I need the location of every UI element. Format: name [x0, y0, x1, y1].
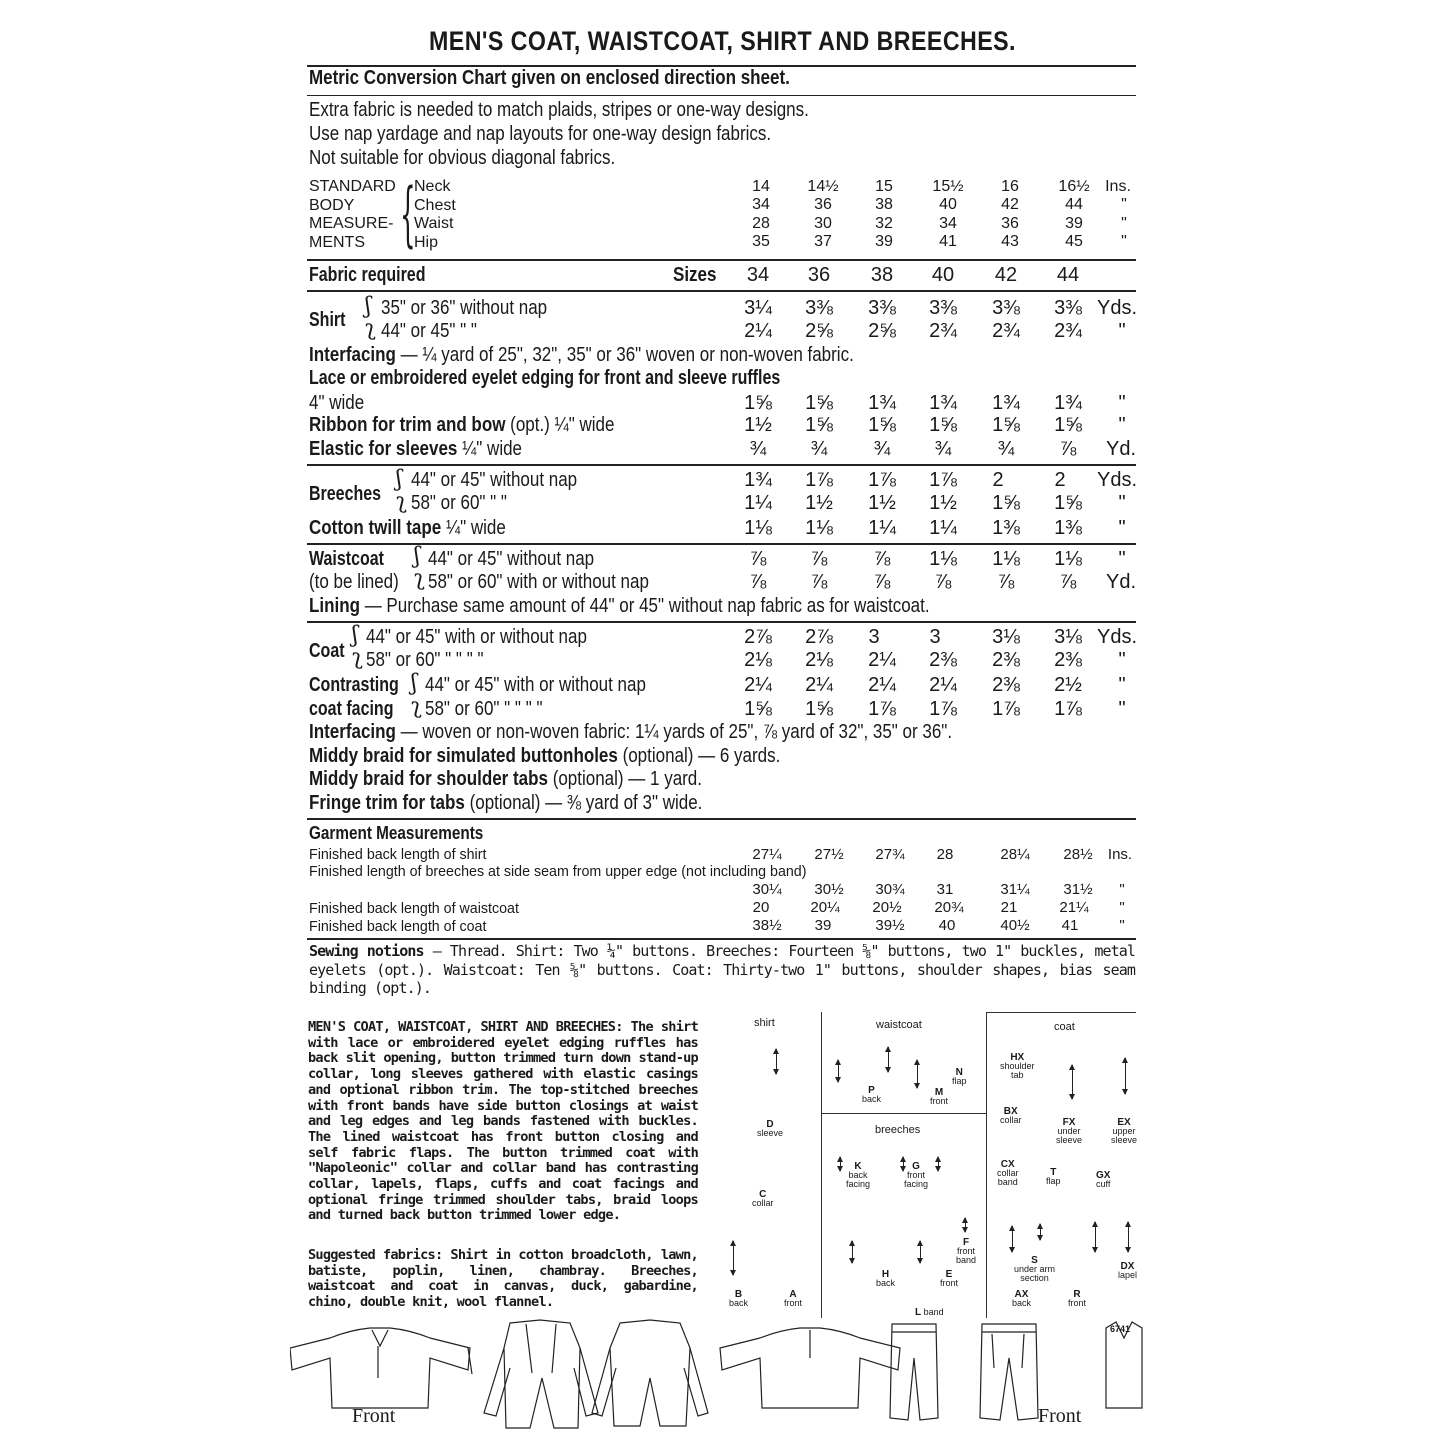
note-line: Use nap yardage and nap layouts for one-way design fabrics.	[309, 123, 772, 145]
piece-label: H back	[876, 1269, 896, 1288]
waistcoat-length-label: Finished back length of waistcoat	[309, 900, 519, 917]
shirt-interfacing: Interfacing — ¼ yard of 25", 32", 35" or 36" woven or non-woven fabric.	[309, 344, 854, 366]
body-measurements-label: STANDARD BODY MEASURE- MENTS	[309, 178, 396, 251]
front-label: Front	[352, 1405, 396, 1427]
coat-length-label: Finished back length of coat	[309, 918, 487, 935]
lining-note: Lining — Purchase same amount of 44" or 45" without nap fabric as for waistcoat.	[309, 595, 930, 617]
grainline-arrow	[965, 1218, 966, 1232]
pattern-description: MEN'S COAT, WAISTCOAT, SHIRT AND BREECHES: The shirt with lace or embroidered eyelet edging ruffles has back slit opening, button trimmed turn down stand-up collar, long sleeves gathered with elastic casings and optional ribbon trim. The top-stitched breeches with front bands have side button closings at waist and leg edges and leg bands fastened with buckles. The lined waistcoat has front button closing and self fabric flaps. The button trimmed coat with "Napoleonic" collar and collar band has contrasting collar, lapels, flaps, cuffs and coat facings and optional fringe trimmed shoulder tabs, braid loops and turned back button trimmed lower edge.	[308, 1019, 699, 1224]
grainline-arrow	[938, 1157, 939, 1171]
neck-row: 14 14½ 15 15½ 16 16½ Ins.	[752, 178, 1131, 195]
grainline-arrow	[920, 1241, 921, 1263]
piece-label: S under arm section	[1014, 1255, 1056, 1283]
piece-label: HX shoulder tab	[1000, 1052, 1035, 1080]
piece-label: T flap	[1046, 1167, 1061, 1186]
table-row: 1¾ 1⅞ 1⅞ 1⅞ 2 2 Yds.	[744, 469, 1138, 491]
table-row: 2¼ 2¼ 2¼ 2¼ 2⅜ 2½ "	[744, 674, 1126, 696]
breeches-fabric-desc: 58" or 60" " "	[411, 492, 507, 514]
waistcoat-fabric-desc: 44" or 45" without nap	[428, 548, 595, 570]
coat-fabric-desc: 44" or 45" with or without nap	[366, 626, 587, 648]
divider	[307, 95, 1136, 96]
piece-label: B back	[729, 1289, 749, 1308]
piece-label: D sleeve	[757, 1119, 784, 1138]
grainline-arrow	[1012, 1226, 1013, 1252]
coat-label: Coat	[309, 640, 345, 662]
contrasting-label: Contrasting	[309, 674, 399, 696]
shirt-fabric-desc: 44" or 45" " "	[381, 320, 477, 342]
table-row: 30¼ 30½ 30¾ 31 31¼ 31½ "	[752, 881, 1125, 898]
fringe-trim: Fringe trim for tabs (optional) — ⅜ yard of 3" wide.	[309, 792, 703, 814]
grainline-arrow	[838, 1060, 839, 1082]
divider	[307, 259, 1136, 261]
table-row: 3¼ 3⅜ 3⅜ 3⅜ 3⅜ 3⅜ Yds.	[744, 297, 1138, 319]
braid-shoulder-tabs: Middy braid for shoulder tabs (optional) — 1 yard.	[309, 768, 702, 790]
grainline-arrow	[1095, 1222, 1096, 1252]
waistcoat-sublabel: (to be lined)	[309, 571, 399, 593]
facing-fabric-desc: 44" or 45" with or without nap	[425, 674, 646, 696]
breeches-front-drawing	[980, 1324, 1038, 1420]
coat-layout-label: coat	[1054, 1021, 1075, 1033]
brace: ʃ ʅ	[414, 544, 425, 591]
piece-label: GX cuff	[1096, 1170, 1111, 1189]
table-row: 20 20¼ 20½ 20¾ 21 21¼ "	[752, 899, 1125, 916]
piece-label: C collar	[752, 1189, 774, 1208]
table-row: 1⅝ 1⅝ 1⅞ 1⅞ 1⅞ 1⅞ "	[744, 698, 1126, 720]
table-row: ⅞ ⅞ ⅞ 1⅛ 1⅛ 1⅛ "	[749, 548, 1126, 570]
page-title: MEN'S COAT, WAISTCOAT, SHIRT AND BREECHES.	[429, 26, 1016, 56]
shirt-layout-label: shirt	[754, 1017, 775, 1029]
measure-label: Neck	[414, 178, 451, 195]
grainline-arrow	[840, 1157, 841, 1171]
coat-fabric-desc: 58" or 60" " " " "	[366, 649, 484, 671]
coat-facing-label: coat facing	[309, 698, 394, 720]
waistcoat-layout-label: waistcoat	[876, 1019, 922, 1031]
shirt-length-label: Finished back length of shirt	[309, 846, 487, 863]
grainline-arrow	[888, 1047, 889, 1072]
piece-label: M front	[930, 1087, 949, 1106]
piece-label: F front band	[956, 1237, 977, 1265]
waistcoat-fabric-desc: 58" or 60" with or without nap	[428, 571, 649, 593]
piece-label: K back facing	[846, 1161, 871, 1189]
brace: ʃ ʅ	[365, 294, 376, 341]
breeches-layout-label: breeches	[875, 1124, 921, 1136]
measure-label: Hip	[414, 233, 439, 251]
sewing-notions: Sewing notions — Thread. Shirt: Two ¼" buttons. Breeches: Fourteen ⅝" buttons, two 1" buckles, metal eyelets (opt.). Waistcoat: Ten ⅝" buttons. Coat: Thirty-two 1" buttons, shoulder shapes, bias seam binding (opt.).	[309, 942, 1135, 997]
breeches-back-drawing	[890, 1324, 938, 1420]
divider	[307, 290, 1136, 292]
suggested-fabrics: Suggested fabrics: Shirt in cotton broadcloth, lawn, batiste, poplin, linen, chambray. Breeches, waistcoat and coat in canvas, duck, gabardine, chino, double knit, wool flannel.	[308, 1247, 698, 1311]
table-row: 38½ 39 39½ 40 40½ 41 "	[752, 917, 1125, 934]
table-row: 2⅛ 2⅛ 2¼ 2⅜ 2⅜ 2⅜ "	[744, 649, 1126, 671]
table-row: 2⅞ 2⅞ 3 3 3⅛ 3⅛ Yds.	[744, 626, 1138, 648]
brace: ʃ ʅ	[411, 671, 422, 719]
piece-label: N flap	[952, 1067, 967, 1086]
divider	[307, 938, 1136, 940]
piece-label: P back	[862, 1085, 882, 1104]
piece-label: BX collar	[1000, 1106, 1022, 1125]
table-row: 1⅛ 1⅛ 1¼ 1¼ 1⅜ 1⅜ "	[744, 517, 1126, 539]
lace-label: Lace or embroidered eyelet edging for front and sleeve ruffles	[309, 367, 781, 389]
divider	[307, 464, 1136, 466]
piece-label: A front	[784, 1289, 803, 1308]
fabric-required-label: Fabric required	[309, 264, 426, 286]
lace-desc: 4" wide	[309, 392, 365, 414]
table-row: ⅞ ⅞ ⅞ ⅞ ⅞ ⅞ Yd.	[749, 571, 1137, 593]
table-row: 1⅝ 1⅝ 1¾ 1¾ 1¾ 1¾ "	[744, 392, 1126, 414]
brace: {	[400, 173, 416, 255]
breeches-label: Breeches	[309, 483, 382, 505]
ribbon-desc: Ribbon for trim and bow (opt.) ¼" wide	[309, 414, 615, 436]
waist-row: 28 30 32 34 36 39 "	[752, 215, 1127, 232]
shirt-fabric-desc: 35" or 36" without nap	[381, 297, 548, 319]
front-label: Front	[1038, 1405, 1082, 1427]
note-line: Not suitable for obvious diagonal fabrics.	[309, 147, 616, 169]
diagram-divider	[986, 1012, 1136, 1013]
coat-front-drawing	[484, 1320, 598, 1428]
tape-desc: Cotton twill tape ¼" wide	[309, 517, 506, 539]
shirt-front-drawing	[290, 1328, 472, 1408]
elastic-desc: Elastic for sleeves ¼" wide	[309, 438, 523, 460]
table-row: ¾ ¾ ¾ ¾ ¾ ⅞ Yd.	[749, 438, 1137, 460]
grainline-arrow	[852, 1241, 853, 1263]
table-row: 1¼ 1½ 1½ 1½ 1⅝ 1⅝ "	[744, 492, 1126, 514]
table-row: 2¼ 2⅝ 2⅝ 2¾ 2¾ 2¾ "	[744, 320, 1126, 342]
grainline-arrow	[1128, 1222, 1129, 1252]
breeches-fabric-desc: 44" or 45" without nap	[411, 469, 578, 491]
note-line: Extra fabric is needed to match plaids, stripes or one-way designs.	[309, 99, 809, 121]
piece-label: E front	[940, 1269, 959, 1288]
sizes-row: 34 36 38 40 42 44	[746, 264, 1080, 286]
shirt-label: Shirt	[309, 309, 346, 331]
metric-note: Metric Conversion Chart given on enclosed direction sheet.	[309, 67, 790, 89]
diagram-divider	[821, 1012, 822, 1318]
piece-label: DX lapel	[1118, 1261, 1138, 1280]
piece-label: AX back	[1012, 1289, 1032, 1308]
grainline-arrow	[733, 1241, 734, 1275]
piece-label: L band	[915, 1307, 944, 1318]
brace: ʃ ʅ	[352, 623, 363, 670]
garment-title: Garment Measurements	[309, 823, 484, 843]
piece-label: G front facing	[904, 1161, 929, 1189]
diagram-divider	[821, 1113, 986, 1114]
pattern-number: 6741	[1110, 1324, 1131, 1334]
chest-row: 34 36 38 40 42 44 "	[752, 196, 1127, 213]
facing-fabric-desc: 58" or 60" " " " "	[425, 698, 543, 720]
grainline-arrow	[1125, 1058, 1126, 1094]
braid-buttonholes: Middy braid for simulated buttonholes (optional) — 6 yards.	[309, 745, 781, 767]
sizes-label: Sizes	[673, 264, 717, 286]
brace: ʃ ʅ	[396, 467, 407, 514]
divider	[307, 543, 1136, 545]
garment-illustrations	[290, 1318, 1150, 1438]
divider	[307, 621, 1136, 623]
coat-interfacing: Interfacing — woven or non-woven fabric: 1¼ yards of 25", ⅞ yard of 32", 35" or 36".	[309, 721, 953, 743]
measure-label: Chest	[414, 196, 456, 214]
piece-label: CX collar band	[997, 1159, 1019, 1187]
waistcoat-label: Waistcoat	[309, 548, 384, 570]
measure-label: Waist	[414, 215, 454, 232]
table-row: 27¼ 27½ 27¾ 28 28¼ 28½ Ins.	[752, 846, 1133, 863]
table-row: 1½ 1⅝ 1⅝ 1⅝ 1⅝ 1⅝ "	[744, 414, 1126, 436]
divider	[307, 818, 1136, 820]
shirt-back-drawing	[720, 1328, 900, 1408]
piece-label: R front	[1068, 1289, 1087, 1308]
piece-label: EX upper sleeve	[1111, 1117, 1138, 1145]
waistcoat-drawing	[1106, 1322, 1142, 1408]
grainline-arrow	[917, 1060, 918, 1088]
coat-back-drawing	[592, 1320, 708, 1426]
piece-label: FX under sleeve	[1056, 1117, 1083, 1145]
diagram-divider	[986, 1012, 987, 1318]
breeches-length-label: Finished length of breeches at side seam from upper edge (not including band)	[309, 863, 807, 880]
grainline-arrow	[1072, 1065, 1073, 1099]
grainline-arrow	[1040, 1224, 1041, 1240]
grainline-arrow	[776, 1049, 777, 1074]
hip-row: 35 37 39 41 43 45 "	[752, 233, 1127, 250]
